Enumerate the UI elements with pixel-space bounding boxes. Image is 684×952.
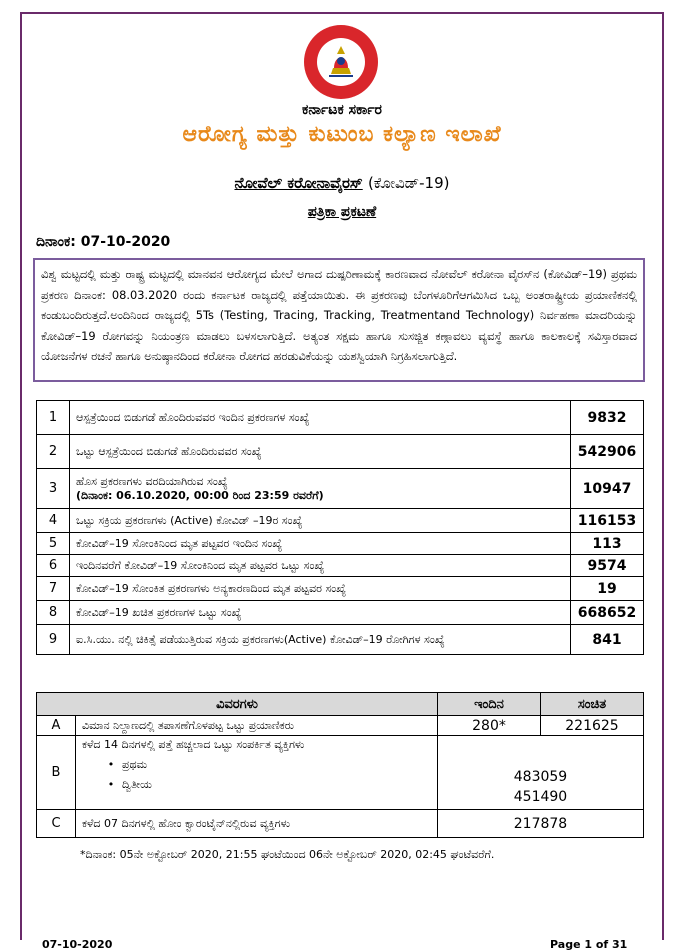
karnataka-emblem-icon xyxy=(303,24,379,100)
table-row xyxy=(37,810,644,838)
table-row xyxy=(37,435,644,469)
row-label: ವಿಮಾನ ನಿಲ್ದಾಣದಲ್ಲಿ ತಪಾಸಣೆಗೊಳಪಟ್ಟ ಒಟ್ಟು ಪ್ರಯಾಣಿಕರು xyxy=(76,716,438,736)
subject-line xyxy=(0,174,684,192)
department-title: ಆರೋಗ್ಯ ಮತ್ತು ಕುಟುಂಬ ಕಲ್ಯಾಣ ಇಲಾಖೆ xyxy=(182,122,502,147)
row-value: 19 xyxy=(571,577,644,601)
row-value: 668652 xyxy=(571,601,644,625)
row-label-main: ಹೊಸ ಪ್ರಕರಣಗಳು ವರದಿಯಾಗಿರುವ ಸಂಖ್ಯೆ xyxy=(76,474,228,488)
row-label: ಕೋವಿಡ್–19 ಸೋಂಕಿತ ಪ್ರಕರಣಗಳು ಅನ್ಯಕಾರಣದಿಂದ ಮೃತ ಪಟ್ಟವರ ಸಂಖ್ಯೆ xyxy=(70,577,571,601)
footer-date: 07-10-2020 xyxy=(42,938,113,951)
row-number: 7 xyxy=(37,577,70,601)
row-label: ಕಳೆದ 07 ದಿನಗಳಲ್ಲಿ ಹೋಂ ಕ್ವಾರಂಟೈನ್‌ನಲ್ಲಿರುವ ವ್ಯಕ್ತಿಗಳು xyxy=(76,810,438,838)
row-number: 3 xyxy=(37,469,70,509)
row-label: ಐ.ಸಿ.ಯು. ನಲ್ಲಿ ಚಿಕಿತ್ಸೆ ಪಡೆಯುತ್ತಿರುವ ಸಕ್ರಿಯ ಪ್ರಕರಣಗಳು(Active) ಕೋವಿಡ್–19 ರೋಗಿಗಳ ಸಂಖ್ಯೆ xyxy=(70,625,571,655)
table-row xyxy=(37,533,644,555)
table-row xyxy=(37,716,644,736)
government-name: ಕರ್ನಾಟಕ ಸರ್ಕಾರ xyxy=(302,102,382,118)
row-label xyxy=(76,736,438,810)
bullet-icon: • xyxy=(107,778,115,791)
row-label: ಕೋವಿಡ್–19 ಖಚಿತ ಪ್ರಕರಣಗಳ ಒಟ್ಟು ಸಂಖ್ಯೆ xyxy=(70,601,571,625)
bullet-item xyxy=(82,758,431,772)
row-number: 2 xyxy=(37,435,70,469)
date-line: ದಿನಾಂಕ: 07-10-2020 xyxy=(36,234,171,250)
table-row xyxy=(37,736,644,810)
bullet-icon: • xyxy=(107,758,115,771)
details-header-row xyxy=(37,693,644,716)
row-value: 542906 xyxy=(571,435,644,469)
stats-table xyxy=(36,400,644,655)
row-number: 4 xyxy=(37,509,70,533)
table-row xyxy=(37,469,644,509)
row-number: 5 xyxy=(37,533,70,555)
row-today-value: 280* xyxy=(438,716,541,736)
header-today: ಇಂದಿನ xyxy=(438,693,541,716)
footer-page-number: Page 1 of 31 xyxy=(550,938,628,951)
row-number: 6 xyxy=(37,555,70,577)
press-release-heading: ಪತ್ರಿಕಾ ಪ್ರಕಟಣೆ xyxy=(307,204,377,220)
subject-suffix: (ಕೋವಿಡ್-19) xyxy=(367,174,450,192)
header-particulars: ವಿವರಗಳು xyxy=(37,693,438,716)
row-value: 116153 xyxy=(571,509,644,533)
row-value: 217878 xyxy=(438,810,644,838)
primary-label: ಪ್ರಥಮ xyxy=(122,758,148,771)
row-letter: A xyxy=(37,716,76,736)
row-number: 1 xyxy=(37,401,70,435)
header-cumulative: ಸಂಚಿತ xyxy=(541,693,644,716)
row-value: 841 xyxy=(571,625,644,655)
row-letter: B xyxy=(37,736,76,810)
details-table xyxy=(36,692,644,838)
row-label-sub: (ದಿನಾಂಕ: 06.10.2020, 00:00 ರಿಂದ 23:59 ರವರೆಗೆ) xyxy=(76,488,324,502)
row-label: ಒಟ್ಟು ಸಕ್ರಿಯ ಪ್ರಕರಣಗಳು (Active) ಕೋವಿಡ್ –19ರ ಸಂಖ್ಯೆ xyxy=(70,509,571,533)
secondary-value: 451490 xyxy=(513,789,568,805)
row-label xyxy=(70,469,571,509)
footnote: *ದಿನಾಂಕ: 05ನೇ ಅಕ್ಟೋಬರ್ 2020, 21:55 ಘಂಟೆಯಿಂದ 06ನೇ ಅಕ್ಟೋಬರ್ 2020, 02:45 ಘಂಟೆವರೆಗೆ. xyxy=(80,848,495,861)
row-value: 9832 xyxy=(571,401,644,435)
table-row xyxy=(37,577,644,601)
row-label: ಒಟ್ಟು ಆಸ್ಪತ್ರೆಯಿಂದ ಬಿಡುಗಡೆ ಹೊಂದಿರುವವರ ಸಂಖ್ಯೆ xyxy=(70,435,571,469)
table-row xyxy=(37,601,644,625)
primary-value: 483059 xyxy=(513,769,568,785)
secondary-label: ದ್ವಿತೀಯ xyxy=(122,778,152,791)
row-values xyxy=(438,736,644,810)
row-value: 10947 xyxy=(571,469,644,509)
row-label: ಆಸ್ಪತ್ರೆಯಿಂದ ಬಿಡುಗಡೆ ಹೊಂದಿರುವವರ ಇಂದಿನ ಪ್ರಕರಣಗಳ ಸಂಖ್ಯೆ xyxy=(70,401,571,435)
table-row xyxy=(37,401,644,435)
row-value: 113 xyxy=(571,533,644,555)
row-label-main: ಕಳೆದ 14 ದಿನಗಳಲ್ಲಿ ಪತ್ತೆ ಹಚ್ಚಲಾದ ಒಟ್ಟು ಸಂಪರ್ಕಿತ ವ್ಯಕ್ತಿಗಳು xyxy=(82,738,305,751)
row-letter: C xyxy=(37,810,76,838)
table-row xyxy=(37,555,644,577)
table-row xyxy=(37,625,644,655)
row-label: ಇಂದಿನವರೆಗೆ ಕೋವಿಡ್–19 ಸೋಂಕಿನಿಂದ ಮೃತ ಪಟ್ಟವರ ಒಟ್ಟು ಸಂಖ್ಯೆ xyxy=(70,555,571,577)
table-row xyxy=(37,509,644,533)
intro-paragraph: ವಿಶ್ವ ಮಟ್ಟದಲ್ಲಿ ಮತ್ತು ರಾಷ್ಟ್ರ ಮಟ್ಟದಲ್ಲಿ ಮಾನವನ ಆರೋಗ್ಯದ ಮೇಲೆ ಅಗಾದ ದುಷ್ಪರಿಣಾಮಕ್ಕೆ ಕಾರಣವಾದ ನೋವೆಲ್ ಕರೋನಾ ವೈರಸ್‌ನ (ಕೋವಿಡ್–19) ಪ್ರಥಮ ಪ್ರಕರಣ ದಿನಾಂಕ: 08.03.2020 ರಂದು ಕರ್ನಾಟಕ ರಾಜ್ಯದಲ್ಲಿ ಪತ್ತೆಯಾಯಿತು. ಈ ಪ್ರಕರಣವು ಬೆಂಗಳೂರಿಗೆಆಗಮಿಸಿದ ಒಬ್ಬ ಅಂತರಾಷ್ಟ್ರೀಯ ಪ್ರಯಾಣಿಕನಲ್ಲಿ ಕಂಡುಬಂದಿರುತ್ತದೆ.ಅಂದಿನಿಂದ ರಾಜ್ಯದಲ್ಲಿ 5Ts (Testing, Tracing, Tracking, Treatmentand Technology) ನಿರ್ವಹಣಾ ಮಾದರಿಯನ್ನು ಕೋವಿಡ್–19 ರೋಗವನ್ನು ನಿಯಂತ್ರಣ ಮಾಡಲು ಬಳಸಲಾಗುತ್ತಿದೆ. ಅತ್ಯಂತ ಸಕ್ಷಮ ಹಾಗೂ ಸುಸಜ್ಜಿತ ಕಣ್ಗಾವಲು ವ್ಯವಸ್ಥೆ ಹಾಗೂ ಕಾಲಕಾಲಕ್ಕೆ ಸವಿಸ್ತಾರವಾದ ಯೋಜನೆಗಳ ರಚನೆ ಹಾಗೂ ಅನುಷ್ಠಾನದಿಂದ ಕರೋನಾ ರೋಗದ ಹರಡುವಿಕೆಯನ್ನು ಯಶಸ್ವಿಯಾಗಿ ನಿಗ್ರಹಿಸಲಾಗುತ್ತಿದೆ. xyxy=(33,258,645,382)
row-cumulative-value: 221625 xyxy=(541,716,644,736)
row-number: 8 xyxy=(37,601,70,625)
subject-title: ನೋವೆಲ್ ಕರೋನಾವೈರಸ್ xyxy=(234,174,363,192)
bullet-item xyxy=(82,778,431,792)
row-value: 9574 xyxy=(571,555,644,577)
row-number: 9 xyxy=(37,625,70,655)
row-label: ಕೋವಿಡ್–19 ಸೋಂಕಿನಿಂದ ಮೃತ ಪಟ್ಟವರ ಇಂದಿನ ಸಂಖ್ಯೆ xyxy=(70,533,571,555)
